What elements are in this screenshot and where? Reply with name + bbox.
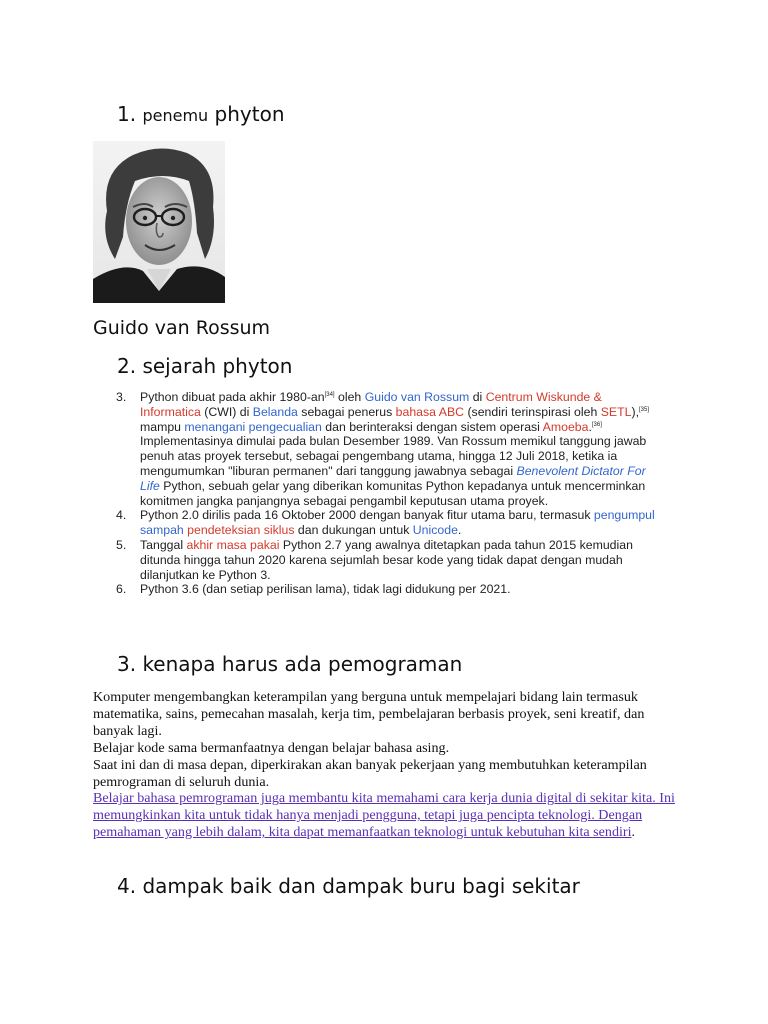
history-text: Python dibuat pada akhir 1980-an [140, 390, 325, 404]
history-item [116, 390, 656, 508]
wiki-link[interactable]: Benevolent Dictator For Life [140, 463, 646, 493]
history-item-number: 5. [116, 537, 127, 552]
history-text: sebagai penerus [297, 404, 396, 419]
wiki-link[interactable]: bahasa ABC [395, 404, 465, 419]
paragraph-line: Komputer mengembangkan keterampilan yang berguna untuk mempelajari bidang lain termasuk matematika, sains, pemecahan masalah, kerja tim, pembelajaran berbasis proyek, seni kreatif, dan banyak lagi. [93, 689, 645, 739]
heading-number: 1. [117, 102, 137, 126]
wiki-link[interactable]: akhir masa pakai [186, 537, 280, 552]
history-text: . [588, 419, 592, 434]
history-text: di [469, 390, 486, 404]
citation-ref[interactable]: [36] [591, 421, 602, 428]
history-text: (sendiri terinspirasi oleh [464, 404, 601, 419]
history-item [116, 508, 656, 538]
wiki-link[interactable]: Guido van Rossum [364, 390, 470, 404]
history-text: ), [631, 404, 640, 419]
citation-ref[interactable]: [34] [324, 392, 335, 398]
history-text: Python 2.0 dirilis pada 16 Oktober 2000 dengan banyak fitur utama baru, termasuk [140, 508, 594, 523]
history-item-number: 3. [116, 390, 127, 404]
history-text: Python 3.6 (dan setiap perilisan lama), tidak lagi didukung per 2021. [140, 582, 511, 597]
wiki-link[interactable]: Amoeba [542, 419, 589, 434]
heading-word-penemu: penemu [142, 106, 209, 125]
paragraph-line: Saat ini dan di masa depan, diperkirakan akan banyak pekerjaan yang membutuhkan keterampilan pemrograman di seluruh dunia. [93, 756, 647, 790]
history-text: Tanggal [140, 537, 187, 552]
guido-van-rossum-photo [93, 141, 225, 303]
history-item-number: 6. [116, 582, 127, 597]
photo-caption: Guido van Rossum [93, 317, 271, 339]
programming-paragraph [93, 689, 683, 841]
history-item [116, 582, 656, 597]
history-text: (CWI) di [200, 404, 253, 419]
history-text: Python, sebuah gelar yang diberikan komunitas Python kepadanya untuk mencerminkan komitmen jangka panjangnya sebagai pengambil keputusan utama proyek. [140, 478, 646, 508]
wiki-link[interactable]: menangani pengecualian [184, 419, 322, 434]
wiki-link[interactable]: Belanda [252, 404, 298, 419]
citation-ref[interactable]: [35] [639, 406, 650, 413]
paragraph-link-period: . [631, 824, 636, 841]
heading-sejarah-phyton: 2. sejarah phyton [117, 354, 293, 378]
heading-word-phyton: phyton [214, 102, 285, 126]
paragraph-link[interactable]: Belajar bahasa pemrograman juga membantu kita memahami cara kerja dunia digital di sekitar kita. Ini memungkinkan kita untuk tidak hanya menjadi pengguna, tetapi juga pencipta teknologi. Dengan pemahaman yang lebih dalam, kita dapat memanfaatkan teknologi untuk kebutuhan kita sendiri [93, 790, 675, 841]
heading-penemu-phyton [117, 102, 285, 126]
wiki-link[interactable]: pendeteksian siklus [187, 523, 295, 538]
heading-kenapa-pemograman: 3. kenapa harus ada pemograman [117, 652, 463, 676]
history-text: Implementasinya dimulai pada bulan Desember 1989. Van Rossum memikul tanggung jawab penuh atas proyek tersebut, sebagai pengembang utama, hingga 12 Juli 2018, ketika ia mengumumkan "liburan permanen" dari tanggung jawabnya sebagai [140, 434, 647, 478]
history-text: dan dukungan untuk [294, 523, 413, 538]
history-item-number: 4. [116, 508, 127, 523]
history-text: Python 2.7 yang awalnya ditetapkan pada tahun 2015 kemudian ditunda hingga tahun 2020 karena sejumlah besar kode yang tidak dapat dengan mudah dilanjutkan ke Python 3. [140, 537, 633, 582]
history-text: mampu [140, 419, 185, 434]
paragraph-line: Belajar kode sama bermanfaatnya dengan belajar bahasa asing. [93, 739, 450, 756]
heading-dampak: 4. dampak baik dan dampak buru bagi sekitar [117, 874, 580, 898]
wiki-link[interactable]: pengumpul sampah [140, 508, 655, 538]
history-item [116, 538, 656, 582]
wiki-link[interactable]: Centrum Wiskunde & Informatica [140, 390, 602, 419]
wiki-link[interactable]: Unicode [412, 523, 458, 538]
history-text: oleh [334, 390, 365, 404]
paragraph-link-block [93, 790, 683, 841]
history-list [116, 390, 656, 597]
history-text: dan berinteraksi dengan sistem operasi [321, 419, 543, 434]
history-text: . [457, 523, 462, 538]
wiki-link[interactable]: SETL [600, 404, 632, 419]
